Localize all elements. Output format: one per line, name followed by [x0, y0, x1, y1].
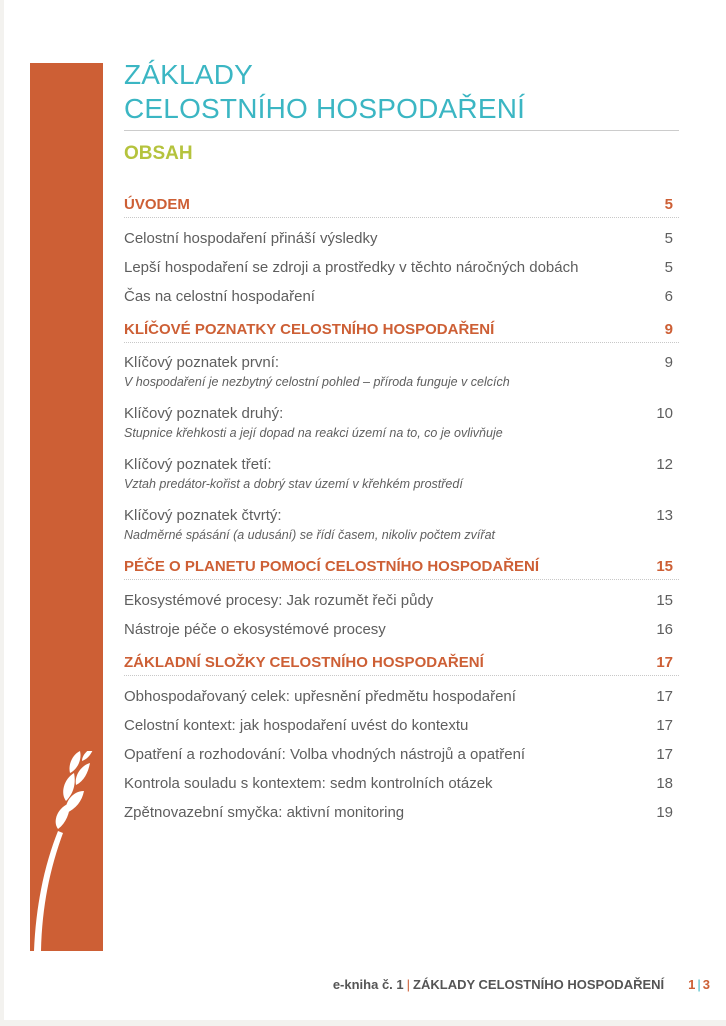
toc-entry[interactable] [124, 740, 673, 769]
toc-entry[interactable] [124, 682, 673, 711]
toc-entry-page: 17 [656, 688, 673, 705]
toc-section [124, 651, 674, 834]
toc-entry-page: 17 [656, 746, 673, 763]
footer-document-title: ZÁKLADY CELOSTNÍHO HOSPODAŘENÍ [413, 977, 665, 992]
toc-entry-page: 16 [656, 621, 673, 638]
toc-entry-page: 17 [656, 717, 673, 734]
toc-entry[interactable] [124, 586, 673, 615]
toc-section-title: ÚVODEM [124, 196, 190, 213]
title-divider [124, 130, 679, 131]
toc-section [124, 193, 674, 318]
toc-entry[interactable] [124, 400, 674, 451]
toc-entry-page: 5 [664, 259, 673, 276]
footer-ebook-label: e-kniha č. 1 [332, 977, 404, 992]
toc-entry-title: Ekosystémové procesy: Jak rozumět řeči půdy [124, 592, 434, 609]
footer-page-left: 1 [688, 977, 696, 992]
toc-section-heading[interactable] [124, 555, 679, 580]
toc-entry[interactable] [124, 282, 673, 311]
toc-entry-page: 10 [656, 405, 673, 422]
footer-separator: | [406, 977, 411, 992]
page-footer [333, 977, 710, 992]
toc-entry-title: Klíčový poznatek třetí: [124, 456, 272, 473]
toc-section-page: 15 [656, 558, 673, 575]
toc-entry-title: Zpětnovazební smyčka: aktivní monitoring [124, 804, 405, 821]
toc-entry[interactable] [124, 349, 674, 400]
toc-section-page: 17 [656, 654, 673, 671]
toc-entry[interactable] [124, 798, 673, 827]
toc-section-page: 5 [664, 196, 673, 213]
toc-section-page: 9 [664, 321, 673, 338]
toc-section-heading[interactable] [124, 651, 679, 676]
toc-entry-page: 13 [656, 507, 673, 524]
toc-entry-title: Celostní kontext: jak hospodaření uvést do kontextu [124, 717, 469, 734]
toc-entry[interactable] [124, 224, 673, 253]
document-title-line-2: CELOSTNÍHO HOSPODAŘENÍ [124, 93, 526, 124]
toc-entry-subtitle: V hospodaření je nezbytný celostní pohled – příroda funguje v celcích [124, 375, 510, 389]
toc-entry-page: 15 [656, 592, 673, 609]
toc-section-title: PÉČE O PLANETU POMOCÍ CELOSTNÍHO HOSPODAŘENÍ [124, 558, 540, 575]
toc-entry-title: Klíčový poznatek první: [124, 354, 280, 371]
wheat-ear-icon [30, 751, 103, 951]
toc-entry-subtitle: Stupnice křehkosti a její dopad na reakci území na to, co je ovlivňuje [124, 426, 503, 440]
toc-entry-page: 19 [656, 804, 673, 821]
toc-entry[interactable] [124, 502, 674, 553]
page [4, 0, 726, 1020]
toc-section-heading[interactable] [124, 318, 679, 343]
toc-entry-title: Obhospodařovaný celek: upřesnění předmětu hospodaření [124, 688, 516, 705]
toc-heading: OBSAH [124, 143, 193, 164]
document-title [124, 58, 525, 126]
toc-entry-title: Klíčový poznatek druhý: [124, 405, 284, 422]
toc-entry[interactable] [124, 769, 673, 798]
toc-entry-page: 12 [656, 456, 673, 473]
toc-section-heading[interactable] [124, 193, 679, 218]
toc-entry[interactable] [124, 451, 674, 502]
toc-entry-page: 5 [664, 230, 673, 247]
decorative-side-bar [30, 63, 103, 951]
toc-section [124, 555, 674, 651]
toc-entry-title: Nástroje péče o ekosystémové procesy [124, 621, 386, 638]
toc-entry[interactable] [124, 253, 673, 282]
toc-entry-title: Lepší hospodaření se zdroji a prostředky v těchto náročných dobách [124, 259, 579, 276]
toc-entry-title: Kontrola souladu s kontextem: sedm kontrolních otázek [124, 775, 493, 792]
footer-page-right: 3 [702, 977, 710, 992]
toc-section-title: ZÁKLADNÍ SLOŽKY CELOSTNÍHO HOSPODAŘENÍ [124, 654, 484, 671]
toc-section-title: KLÍČOVÉ POZNATKY CELOSTNÍHO HOSPODAŘENÍ [124, 321, 495, 338]
footer-page-separator: | [697, 977, 701, 992]
toc-entry[interactable] [124, 711, 673, 740]
table-of-contents [124, 193, 674, 834]
toc-entry-subtitle: Nadměrné spásání (a udusání) se řídí časem, nikoliv počtem zvířat [124, 528, 495, 542]
toc-entry-page: 6 [664, 288, 673, 305]
toc-entry-page: 18 [656, 775, 673, 792]
toc-section [124, 318, 674, 555]
toc-entry-title: Čas na celostní hospodaření [124, 288, 315, 305]
toc-entry[interactable] [124, 615, 673, 644]
toc-entry-title: Opatření a rozhodování: Volba vhodných nástrojů a opatření [124, 746, 526, 763]
toc-entry-subtitle: Vztah predátor-kořist a dobrý stav území v křehkém prostředí [124, 477, 463, 491]
toc-entry-page: 9 [664, 354, 673, 371]
toc-entry-title: Celostní hospodaření přináší výsledky [124, 230, 378, 247]
document-title-line-1: ZÁKLADY [124, 59, 253, 90]
toc-entry-title: Klíčový poznatek čtvrtý: [124, 507, 282, 524]
